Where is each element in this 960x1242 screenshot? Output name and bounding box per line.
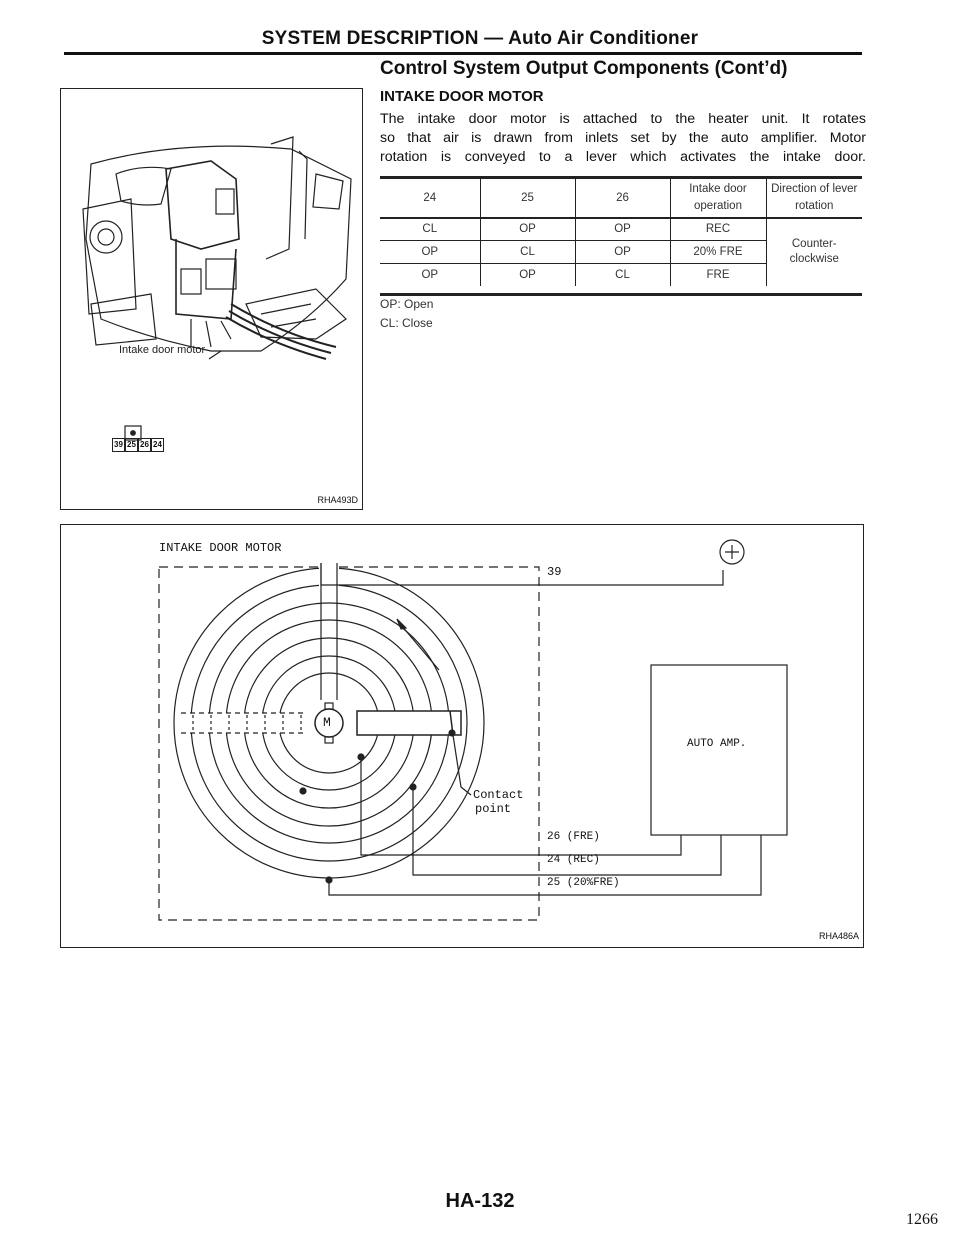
description-paragraph	[380, 110, 866, 167]
table-cell: 20% FRE	[670, 240, 766, 263]
plus-label: +	[756, 540, 763, 551]
wire-26-label: 26 (FRE)	[547, 831, 600, 843]
contact-label-line1: Contact	[473, 788, 524, 802]
connector-pin: 24	[151, 438, 164, 452]
table-bottom-rule	[380, 293, 862, 296]
col-header-26: 26	[575, 179, 670, 217]
intake-door-operation-table	[380, 179, 862, 286]
legend-close: CL: Close	[380, 316, 433, 330]
terminal-39-label: 39	[547, 565, 562, 579]
auto-amp-label: AUTO AMP.	[687, 738, 747, 750]
subsection-title: INTAKE DOOR MOTOR	[380, 88, 544, 105]
wire-24-label: 24 (REC)	[547, 854, 600, 866]
table-header-row	[380, 179, 862, 217]
table-cell: OP	[575, 217, 670, 240]
table-cell: CL	[575, 263, 670, 286]
connector-pin: 39	[112, 438, 125, 452]
section-title: Control System Output Components (Cont’d)	[380, 58, 788, 79]
table-cell: OP	[480, 217, 575, 240]
table-cell: OP	[421, 268, 439, 281]
contact-point-label	[473, 788, 523, 816]
direction-value: Counter-clockwise	[789, 237, 839, 265]
table-cell: FRE	[670, 263, 766, 286]
col-header-24: 24	[423, 192, 437, 204]
wiring-diagram	[61, 525, 862, 946]
table-row-rule	[380, 263, 766, 264]
table-cell: CL	[422, 222, 438, 235]
col-header-25: 25	[480, 179, 575, 217]
table-cell: CL	[480, 240, 575, 263]
paragraph-line: so that air is drawn from inlets set by the auto amplifier. Motor	[380, 130, 866, 146]
connector-pin: 26	[138, 438, 151, 452]
wiring-ref-code: RHA486A	[818, 931, 859, 941]
table-cell: OP	[575, 240, 670, 263]
table-row-rule	[380, 240, 766, 241]
legend-open: OP: Open	[380, 297, 434, 311]
page-header-title: SYSTEM DESCRIPTION — Auto Air Conditioner	[261, 28, 699, 49]
table-row	[380, 217, 862, 240]
paragraph-line: rotation is conveyed to a lever which activates the intake door.	[380, 149, 866, 165]
page-number: HA-132	[445, 1190, 515, 1212]
table-header-rule	[380, 217, 862, 219]
motor-location-drawing	[61, 89, 361, 509]
connector-pin: 25	[125, 438, 138, 452]
table-cell: REC	[670, 217, 766, 240]
merged-direction-cell	[766, 217, 862, 286]
table-cell: OP	[421, 245, 439, 258]
paragraph-line: The intake door motor is attached to the heater unit. It rotates	[380, 111, 866, 127]
wiring-diagram-figure	[60, 524, 864, 948]
col-header-operation: Intake door operation	[670, 179, 766, 217]
motor-location-figure	[60, 88, 363, 510]
motor-label: M	[323, 715, 331, 730]
sheet-number: 1266	[906, 1211, 938, 1228]
col-header-direction: Direction of lever rotation	[766, 179, 862, 217]
wire-25-label: 25 (20%FRE)	[547, 877, 620, 889]
contact-label-line2: point	[475, 802, 512, 816]
wiring-title: INTAKE DOOR MOTOR	[159, 541, 282, 555]
figure-ref-code: RHA493D	[317, 495, 358, 505]
header-rule	[64, 52, 862, 55]
motor-callout-label: Intake door motor	[119, 344, 206, 356]
table-cell: OP	[480, 263, 575, 286]
